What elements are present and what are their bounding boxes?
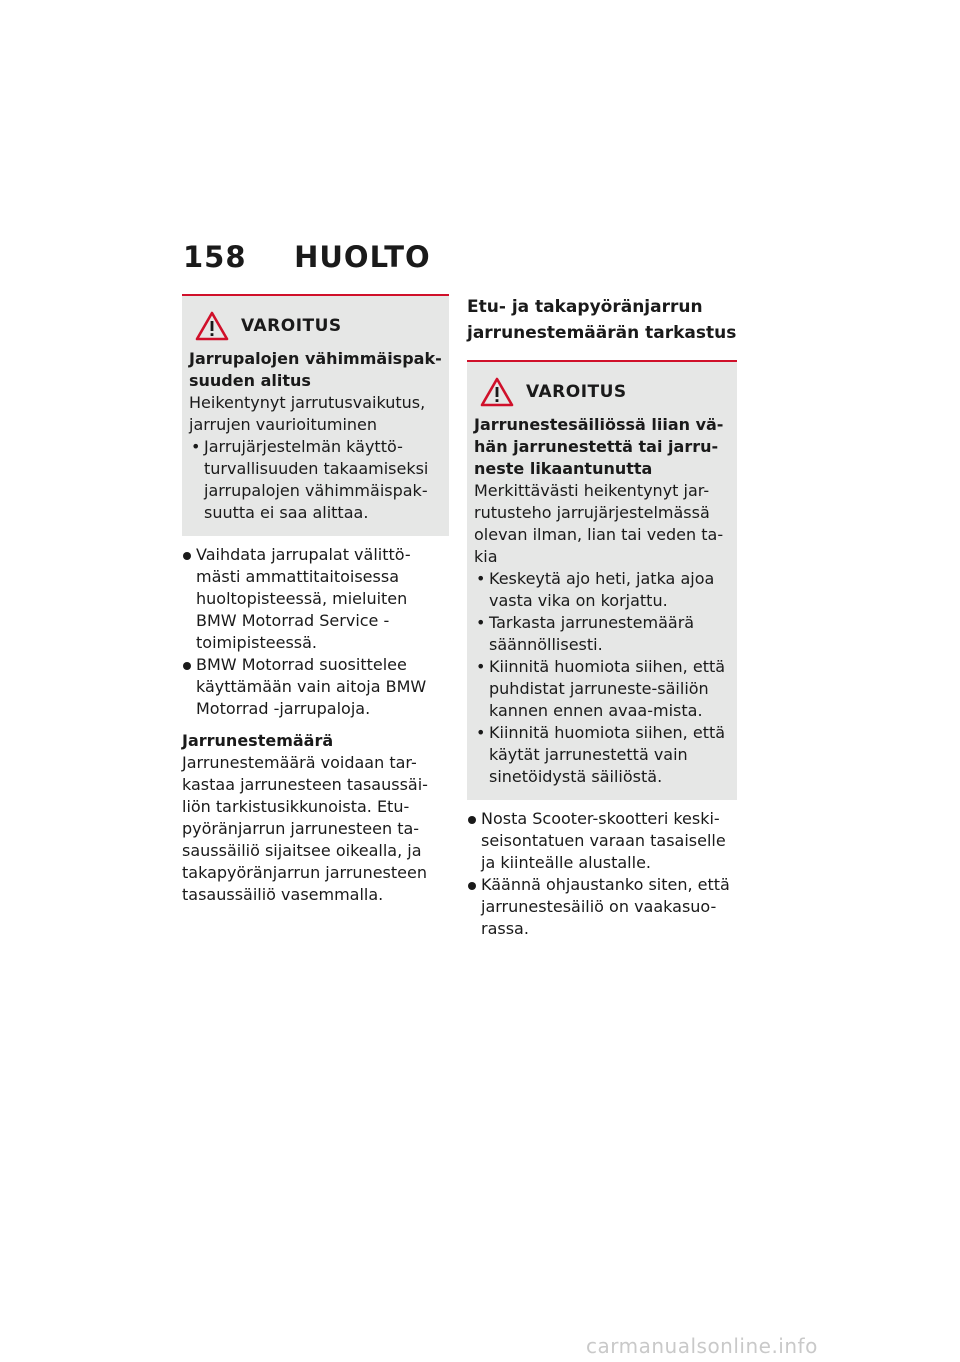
right-column: [467, 294, 737, 940]
subheading: Jarrunestemäärä: [182, 731, 334, 750]
instruction-list: [182, 544, 449, 720]
instruction-item: Nosta Scooter-skootteri keski-seisontatuen varaan tasaiselle ja kiinteälle alustalle.: [467, 808, 737, 874]
body-paragraph: Jarrunestemäärä voidaan tar-kastaa jarrunesteen tasaussäi-liön tarkistusikkunoista. Etu-pyöränjarrun jarrunesteen ta-saussäiliö sijaitsee oikealla, ja takapyöränjarrun jarrunesteen tasaussäiliö vasemmalla.: [182, 753, 428, 904]
warning-heading: Jarrupalojen vähimmäispak-suuden alitus: [189, 349, 442, 390]
warning-text: Merkittävästi heikentynyt jar-rutusteho jarrujärjestelmässä olevan ilman, lian tai veden ta-kia: [474, 481, 724, 566]
warning-header: [480, 374, 730, 410]
warning-list: [189, 436, 442, 524]
warning-title: VAROITUS: [241, 316, 342, 336]
instruction-list: [467, 808, 737, 940]
warning-list-item: • Tarkasta jarrunestemäärä säännöllisesti.: [474, 612, 730, 656]
warning-box: [467, 362, 737, 800]
warning-header: [195, 308, 442, 344]
warning-list: [474, 568, 730, 788]
instruction-item: Vaihdata jarrupalat välittö-mästi ammattitaitoisessa huoltopisteessä, mieluiten BMW Motorrad Service -toimipisteessä.: [182, 544, 449, 654]
instruction-item: BMW Motorrad suosittelee käyttämään vain aitoja BMW Motorrad -jarrupaloja.: [182, 654, 449, 720]
warning-box: [182, 296, 449, 536]
chapter-title: HUOLTO: [294, 240, 431, 274]
warning-heading: Jarrunestesäiliössä liian vä-hän jarrunestettä tai jarru-neste likaantunutta: [474, 415, 724, 478]
warning-list-item: • Kiinnitä huomiota siihen, että puhdistat jarruneste-säiliön kannen ennen avaa-mista.: [474, 656, 730, 722]
section-title: Etu- ja takapyöränjarrun jarrunestemäärän tarkastus: [467, 297, 737, 343]
warning-triangle-icon: [195, 311, 229, 341]
warning-triangle-icon: [480, 377, 514, 407]
warning-title: VAROITUS: [526, 382, 627, 402]
warning-text: Heikentynyt jarrutusvaikutus, jarrujen vaurioituminen: [189, 393, 426, 434]
watermark: carmanualsonline.info: [586, 1334, 818, 1358]
page-number: 158: [183, 240, 247, 274]
warning-list-item: • Kiinnitä huomiota siihen, että käytät jarrunestettä vain sinetöidystä säiliöstä.: [474, 722, 730, 788]
left-column: [182, 294, 449, 906]
warning-list-item: • Jarrujärjestelmän käyttö-turvallisuuden takaamiseksi jarrupalojen vähimmäispak-suutta ei saa alittaa.: [189, 436, 442, 524]
instruction-item: Käännä ohjaustanko siten, että jarrunestesäiliö on vaakasuo-rassa.: [467, 874, 737, 940]
warning-list-item: • Keskeytä ajo heti, jatka ajoa vasta vika on korjattu.: [474, 568, 730, 612]
page-header: [183, 240, 431, 274]
